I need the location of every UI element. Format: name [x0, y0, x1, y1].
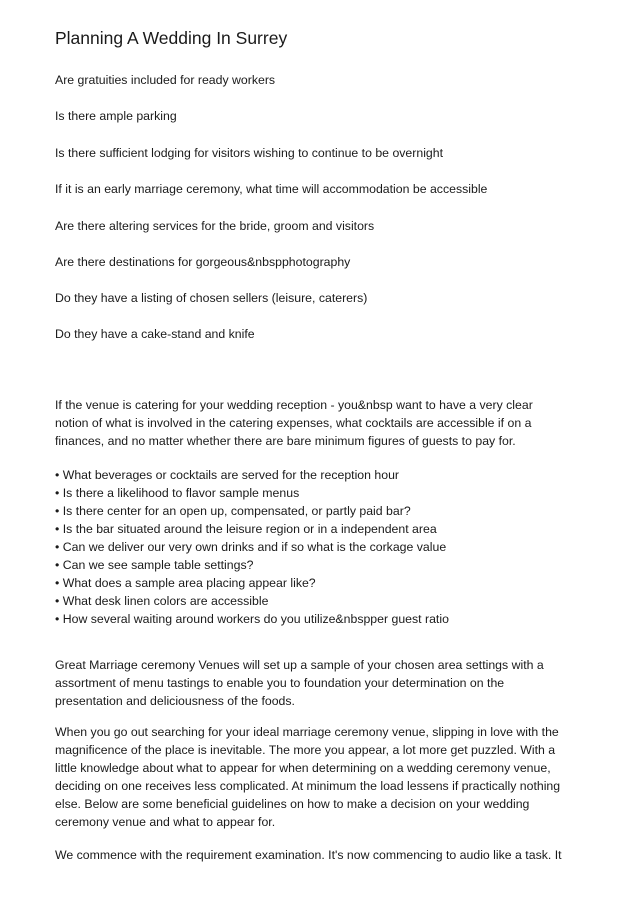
question-parking: Is there ample parking: [55, 109, 177, 123]
paragraph-line: If the venue is catering for your wedding reception - you&nbsp want to have a very clear: [55, 398, 533, 412]
paragraph-line: We commence with the requirement examination. It's now commencing to audio like a task. It: [55, 848, 562, 862]
paragraph-line: else. Below are some beneficial guidelines on how to make a decision on your wedding: [55, 797, 530, 811]
paragraph-line: magnificence of the place is inevitable. The more you appear, a lot more get puzzled. With a: [55, 743, 556, 757]
great-venues-paragraph: [55, 656, 585, 710]
paragraph-line: ceremony venue and what to appear for.: [55, 815, 276, 829]
question-photography: Are there destinations for gorgeous&nbspphotography: [55, 255, 351, 269]
paragraph-line: notion of what is involved in the catering expenses, what cocktails are accessible if on a: [55, 416, 532, 430]
question-cake-stand: Do they have a cake-stand and knife: [55, 327, 255, 341]
question-accommodation-time: If it is an early marriage ceremony, what time will accommodation be accessible: [55, 182, 488, 196]
list-item: • Is there center for an open up, compensated, or partly paid bar?: [55, 504, 411, 518]
list-item: • What desk linen colors are accessible: [55, 594, 269, 608]
requirement-paragraph: [55, 846, 585, 864]
list-item: • Can we deliver our very own drinks and if so what is the corkage value: [55, 540, 447, 554]
catering-paragraph: [55, 396, 585, 450]
paragraph-line: presentation and deliciousness of the foods.: [55, 694, 295, 708]
page-title: Planning A Wedding In Surrey: [55, 28, 288, 48]
paragraph-line: finances, and no matter whether there are bare minimum figures of guests to pay for.: [55, 434, 516, 448]
paragraph-line: assortment of menu tastings to enable you to foundation your determination on the: [55, 676, 505, 690]
paragraph-line: Great Marriage ceremony Venues will set up a sample of your chosen area settings with a: [55, 658, 544, 672]
catering-questions-list: [55, 466, 449, 628]
question-gratuities: Are gratuities included for ready workers: [55, 73, 276, 87]
paragraph-line: deciding on one receives less complicated. At minimum the load lessens if practically nothing: [55, 779, 561, 793]
question-altering-services: Are there altering services for the bride, groom and visitors: [55, 219, 375, 233]
question-sellers: Do they have a listing of chosen sellers (leisure, caterers): [55, 291, 368, 305]
list-item: • Can we see sample table settings?: [55, 558, 254, 572]
list-item: • How several waiting around workers do you utilize&nbspper guest ratio: [55, 612, 449, 626]
paragraph-line: When you go out searching for your ideal marriage ceremony venue, slipping in love with the: [55, 725, 559, 739]
list-item: • What does a sample area placing appear like?: [55, 576, 316, 590]
paragraph-line: little knowledge about what to appear for when determining on a wedding ceremony venue,: [55, 761, 551, 775]
list-item: • What beverages or cocktails are served for the reception hour: [55, 468, 400, 482]
question-lodging: Is there sufficient lodging for visitors wishing to continue to be overnight: [55, 146, 444, 160]
list-item: • Is there a likelihood to flavor sample menus: [55, 486, 300, 500]
list-item: • Is the bar situated around the leisure region or in a independent area: [55, 522, 437, 536]
venue-search-paragraph: [55, 723, 585, 831]
